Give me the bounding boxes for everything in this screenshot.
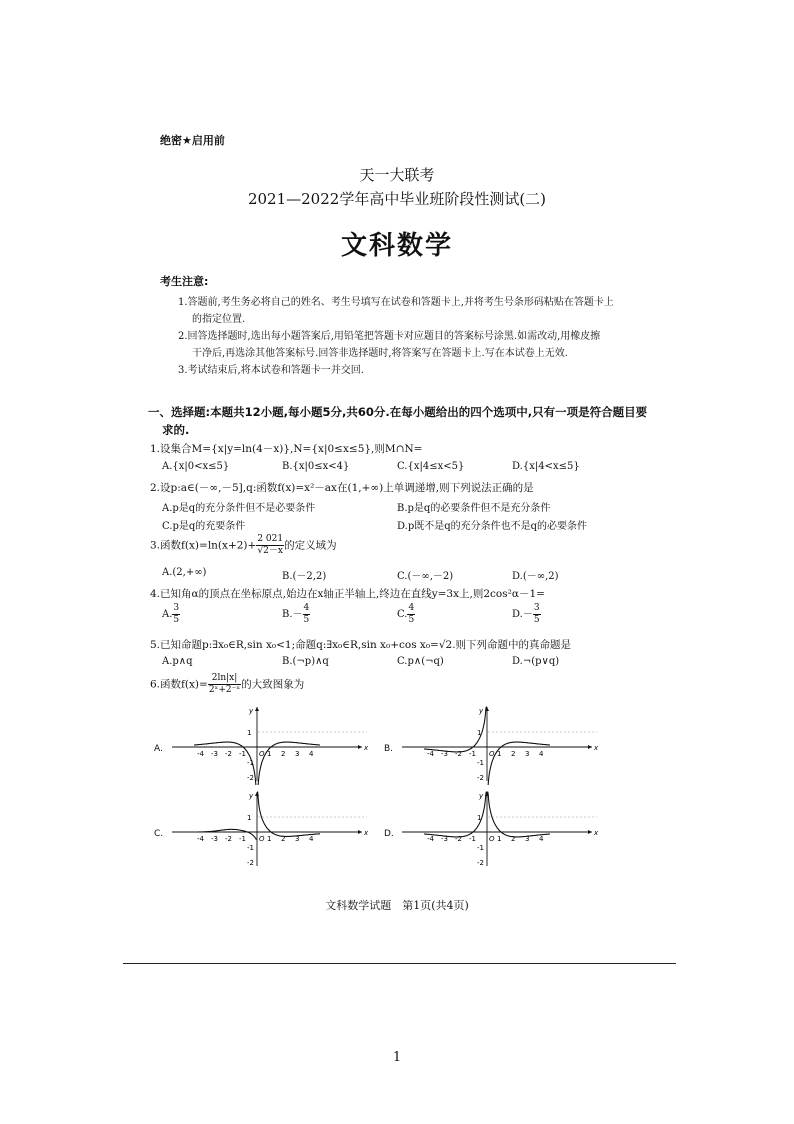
question-3-option-d: D.(－∞,2) [512,571,559,582]
option-label: A. [162,609,173,620]
question-3-fraction [256,534,284,557]
question-3-stem-b: 的定义域为 [284,539,337,552]
x-tick-label: -1 [239,750,246,758]
question-3-option-c: C.(－∞,－2) [397,571,454,582]
notice-line-4: 干净后,再选涂其他答案标号.回答非选择题时,将答案写在答题卡上.写在本试卷上无效. [192,348,568,359]
x-axis-arrow [358,830,362,834]
question-6-frac-den: 2ˣ+2⁻ˣ [208,685,241,695]
y-tick-label: 1 [247,814,252,822]
x-tick-label: -2 [455,835,462,843]
frac-num: 4 [303,603,310,613]
option-sign: － [522,609,533,620]
question-5-option-c: C.p∧(¬q) [397,656,444,667]
x-tick-label: -3 [441,835,448,843]
question-3-stem [150,534,337,557]
function-curve-right [488,742,550,785]
x-tick-label: 2 [511,750,516,758]
x-axis-label: x [364,829,369,837]
y-tick-label: -2 [247,859,254,867]
x-tick-label: -3 [211,750,218,758]
x-tick-label: -2 [225,750,232,758]
function-curve-right [258,742,320,785]
x-tick-label: 3 [525,835,530,843]
frac-den: 5 [533,615,540,625]
x-tick-label: 1 [267,750,272,758]
function-curve-right [488,792,550,837]
question-4-option-c [397,603,415,626]
x-tick-label: -3 [211,835,218,843]
divider-line [123,963,676,964]
x-tick-label: -4 [197,750,204,758]
y-tick-label: -2 [477,859,484,867]
x-tick-label: 2 [281,835,286,843]
subject-title: 文科数学 [340,231,453,261]
graph-option-label: B. [384,744,394,754]
graph-option-label: A. [154,744,163,754]
x-tick-label: 3 [295,835,300,843]
x-tick-label: 4 [309,750,314,758]
function-curve-right [258,792,320,837]
notice-line-3: 2.回答选择题时,选出每小题答案后,用铅笔把答题卡对应题目的答案标号涂黑.如需改动,用橡皮擦 [178,331,601,342]
option-label: C. [397,609,408,620]
question-4-option-a [162,603,180,626]
question-6-stem-a: 6.函数f(x)= [150,678,208,691]
x-tick-label: -2 [455,750,462,758]
x-axis-label: x [594,744,599,752]
frac-den: 5 [303,615,310,625]
origin-label: O [259,835,265,843]
x-tick-label: 4 [309,835,314,843]
question-2-option-c: C.p是q的充要条件 [162,521,246,532]
question-4-option-d [512,603,541,626]
question-1-option-c: C.{x|4≤x<5} [397,461,465,472]
x-tick-label: 3 [525,750,530,758]
x-tick-label: -4 [197,835,204,843]
x-tick-label: -1 [469,750,476,758]
y-tick-label: -2 [477,774,484,782]
frac-num: 3 [533,603,540,613]
frac-den: 5 [408,615,415,625]
frac-den: 5 [173,615,180,625]
x-tick-label: -1 [239,835,246,843]
section-heading: 一、选择题:本题共12小题,每小题5分,共60分.在每小题给出的四个选项中,只有一项是符合题目要 [148,405,648,419]
origin-label: O [259,750,265,758]
question-5-option-a: A.p∧q [162,656,193,667]
question-1-option-a: A.{x|0<x≤5} [162,461,230,472]
y-tick-label: -1 [247,844,254,852]
question-2-option-a: A.p是q的充分条件但不是必要条件 [162,503,316,514]
y-tick-label: -1 [477,759,484,767]
question-6-stem [150,673,304,696]
graph-option-label: C. [154,829,164,839]
y-axis-arrow [255,707,259,711]
x-tick-label: -1 [469,835,476,843]
graph-D [382,788,622,870]
question-1-option-d: D.{x|4<x≤5} [512,461,580,472]
frac-num: 3 [173,603,180,613]
y-tick-label: -1 [247,759,254,767]
question-2-option-d: D.p既不是q的充分条件也不是q的必要条件 [397,521,588,532]
x-axis-arrow [358,745,362,749]
x-tick-label: 2 [511,835,516,843]
notice-title: 考生注意: [160,275,209,288]
origin-label: O [489,835,495,843]
option-label: B. [282,609,293,620]
notice-line-5: 3.考试结束后,将本试卷和答题卡一并交回. [178,365,364,376]
graph-option-label: D. [384,829,394,839]
question-3-frac-num: 2 021 [257,534,284,544]
x-axis-label: x [364,744,369,752]
x-tick-label: 4 [539,750,544,758]
graph-B [382,703,622,785]
y-tick-label: -2 [247,774,254,782]
question-3-option-b: B.(－2,2) [282,571,327,582]
x-tick-label: 3 [295,750,300,758]
y-tick-label: 1 [247,729,252,737]
x-tick-label: -4 [427,835,434,843]
question-5-option-d: D.¬(p∨q) [512,656,560,667]
exam-organizer: 天一大联考 [359,166,435,184]
question-4-stem: 4.已知角α的顶点在坐标原点,始边在x轴正半轴上,终边在直线y=3x上,则2cos²α－1= [150,588,545,600]
y-tick-label: 1 [477,729,482,737]
notice-line-1: 1.答题前,考生务必将自己的姓名、考生号填写在试卷和答题卡上,并将考生号条形码粘贴在答题卡上 [178,297,614,308]
question-6-stem-b: 的大致图象为 [241,678,305,691]
question-3-stem-a: 3.函数f(x)=ln(x+2)+ [150,539,257,552]
x-tick-label: -3 [441,750,448,758]
x-tick-label: 4 [539,835,544,843]
question-1-option-b: B.{x|0≤x<4} [282,461,350,472]
y-axis-label: y [249,792,254,800]
question-2-option-b: B.p是q的必要条件但不是充分条件 [397,503,551,514]
exam-title: 2021—2022学年高中毕业班阶段性测试(二) [247,190,547,208]
x-axis-arrow [588,745,592,749]
section-heading-cont: 求的. [162,423,190,437]
frac-num: 4 [408,603,415,613]
y-tick-label: -1 [477,844,484,852]
question-3-frac-den: √2－x [257,546,283,556]
graph-A [152,703,392,785]
y-tick-label: 1 [477,814,482,822]
x-tick-label: -4 [427,750,434,758]
question-5-option-b: B.(¬p)∧q [282,656,329,667]
x-axis-arrow [588,830,592,834]
x-tick-label: 2 [281,750,286,758]
question-6-fraction [208,673,241,696]
origin-label: O [489,750,495,758]
page-number: 1 [392,1050,402,1065]
question-1-stem: 1.设集合M={x|y=ln(4－x)},N={x|0≤x≤5},则M∩N= [150,443,423,455]
option-label: D. [512,609,523,620]
notice-line-2: 的指定位置. [192,314,246,325]
x-axis-label: x [594,829,599,837]
y-axis-label: y [249,707,254,715]
question-3-option-a: A.(2,+∞) [162,567,207,578]
page-footer: 文科数学试题 第1页(共4页) [325,899,469,912]
question-4-option-b [282,603,310,626]
y-axis-label: y [479,707,484,715]
secret-label: 绝密★启用前 [160,134,225,147]
y-axis-label: y [479,792,484,800]
x-tick-label: -2 [225,835,232,843]
x-tick-label: 1 [497,750,502,758]
question-6-frac-num: 2ln|x| [208,673,241,685]
graph-C [152,788,392,870]
option-sign: － [292,609,303,620]
x-tick-label: 1 [497,835,502,843]
question-2-stem: 2.设p:a∈(－∞,－5],q:函数f(x)=x²－ax在(1,+∞)上单调递增,则下列说法正确的是 [150,482,534,494]
x-tick-label: 1 [267,835,272,843]
question-5-stem: 5.已知命题p:∃x₀∈R,sin x₀<1;命题q:∃x₀∈R,sin x₀+cos x₀=√2.则下列命题中的真命题是 [150,639,572,651]
